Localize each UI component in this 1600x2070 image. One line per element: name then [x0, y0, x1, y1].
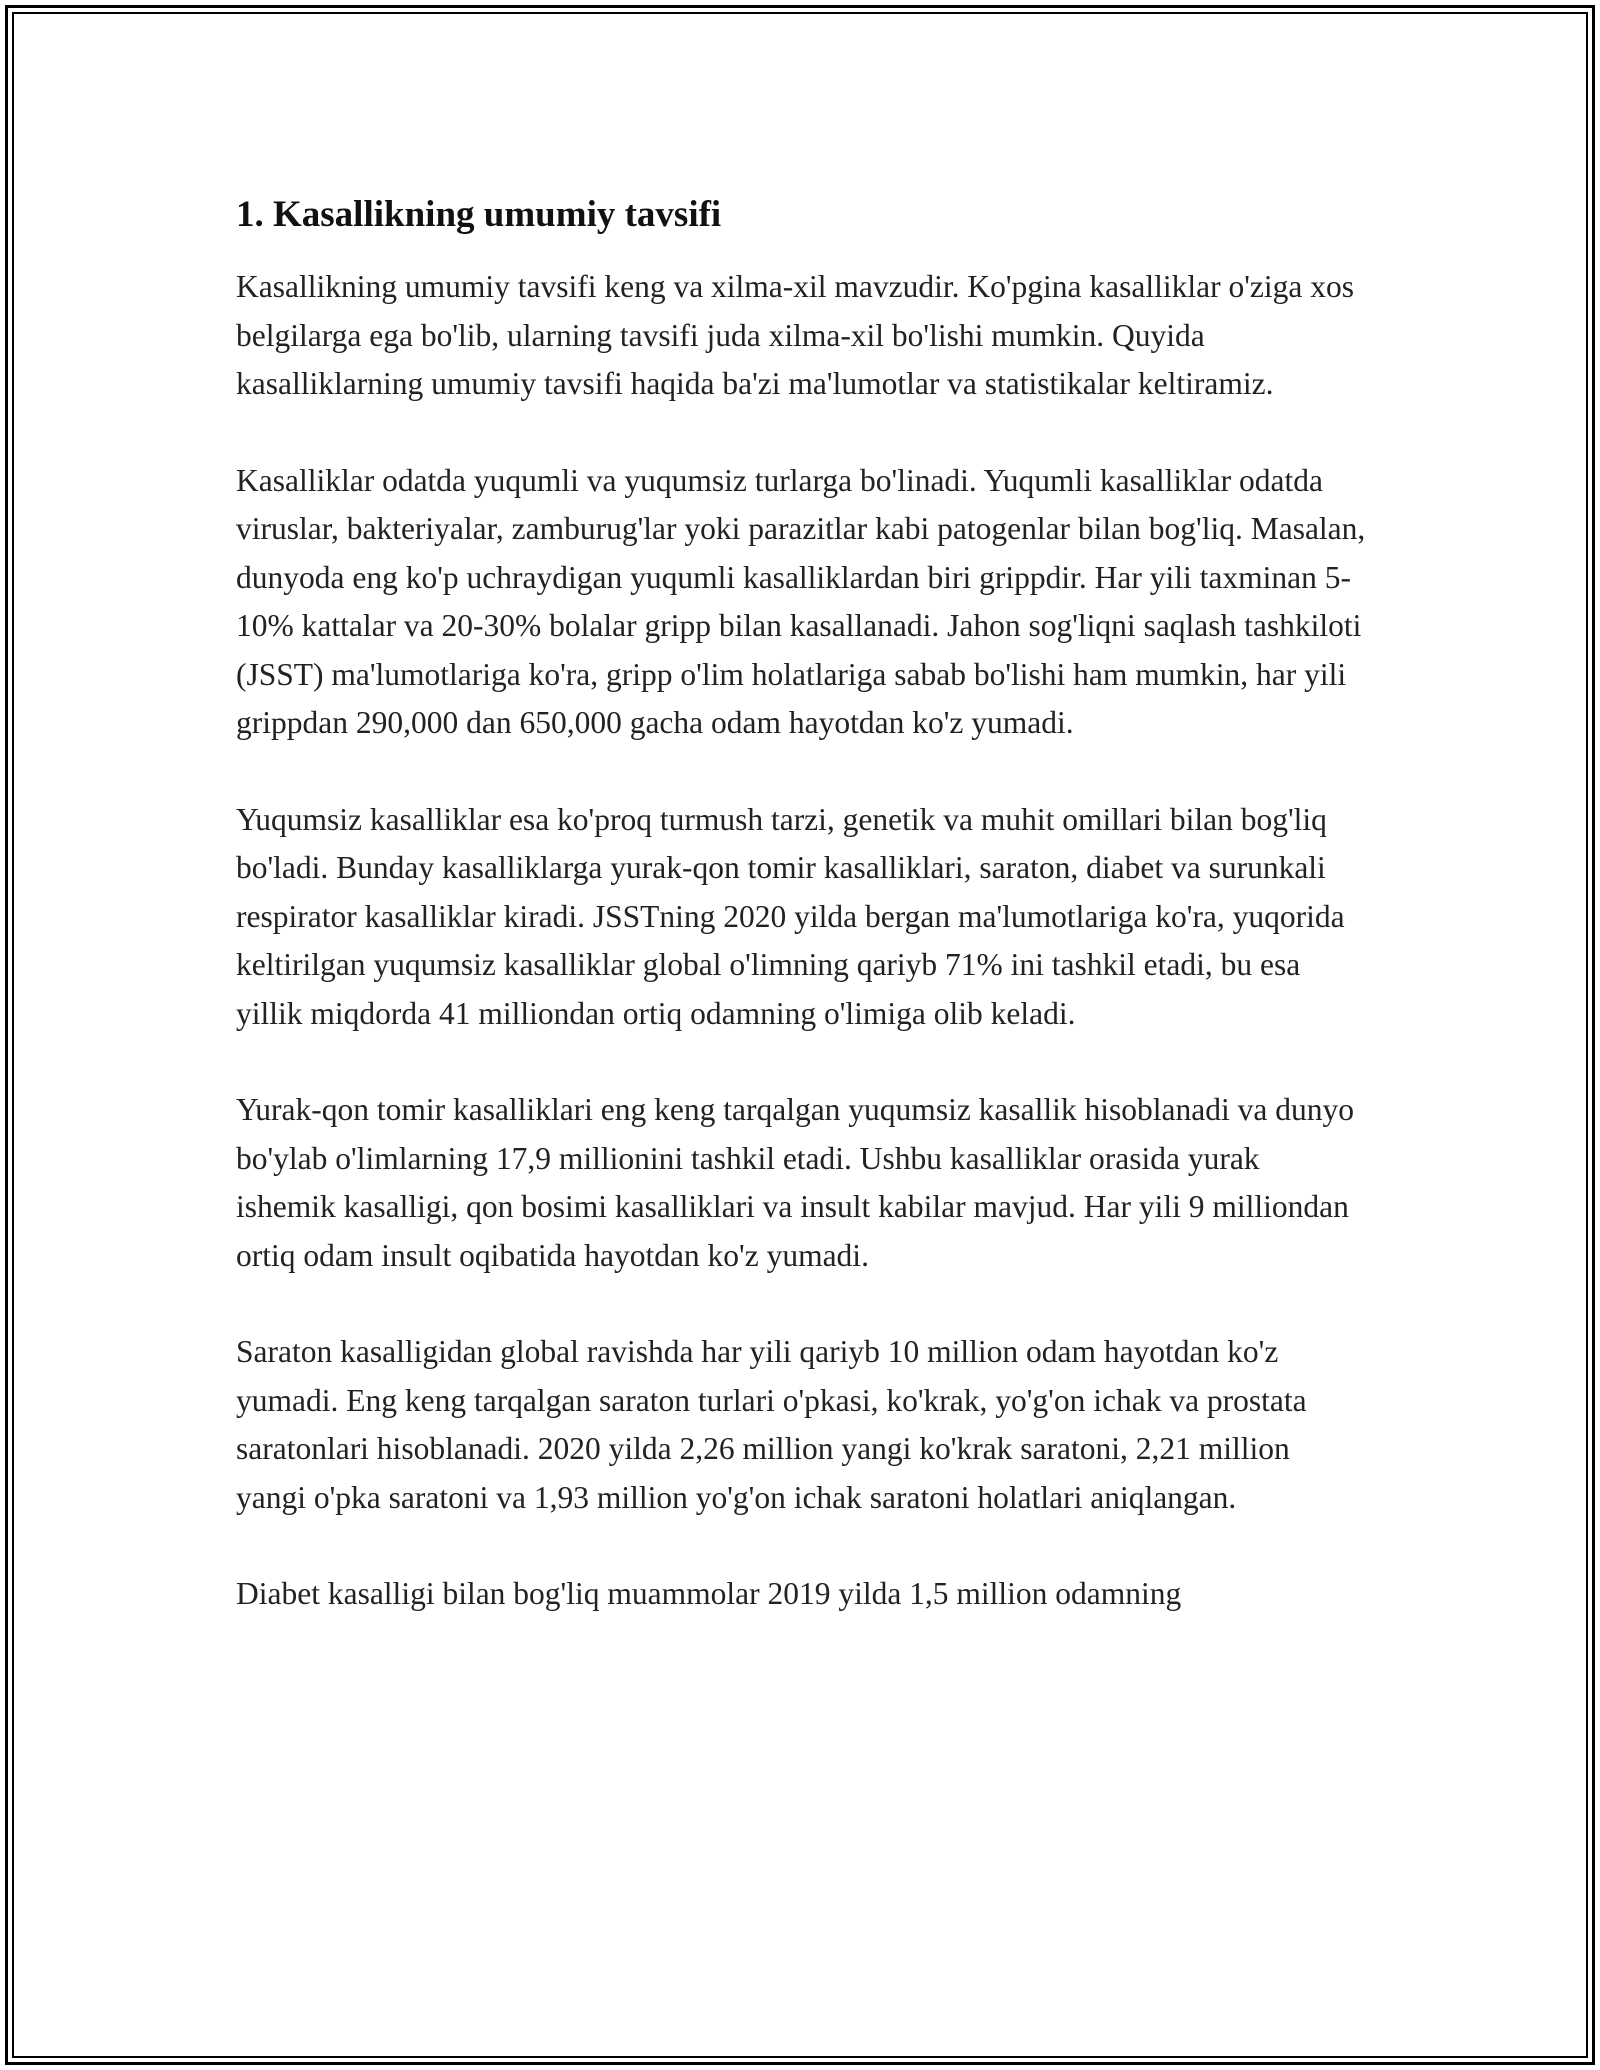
section-heading: 1. Kasallikning umumiy tavsifi — [236, 194, 722, 235]
paragraph-cancer: Saraton kasalligidan global ravishda har yili qariyb 10 million odam hayotdan ko'z yumadi. Eng keng tarqalgan saraton turlari o'pkasi, ko'krak, yo'g'on ichak va prostata saratonlari hisoblanadi. 2020 yilda 2,26 million yangi ko'krak saratoni, 2,21 million yangi o'pka saratoni va 1,93 million yo'g'on ichak saratoni holatlari aniqlangan. — [236, 1334, 1307, 1515]
paragraph-intro: Kasallikning umumiy tavsifi keng va xilma-xil mavzudir. Ko'pgina kasalliklar o'ziga xos belgilarga ega bo'lib, ularning tavsifi juda xilma-xil bo'lishi mumkin. Quyida kasalliklarning umumiy tavsifi haqida ba'zi ma'lumotlar va statistikalar keltiramiz. — [236, 269, 1355, 401]
paragraph-infectious: Kasalliklar odatda yuqumli va yuqumsiz turlarga bo'linadi. Yuqumli kasalliklar odatda viruslar, bakteriyalar, zamburug'lar yoki parazitlar kabi patogenlar bilan bog'liq. Masalan, dunyoda eng ko'p uchraydigan yuqumli kasalliklardan biri grippdir. Har yili taxminan 5-10% kattalar va 20-30% bolalar gripp bilan kasallanadi. Jahon sog'liqni saqlash tashkiloti (JSST) ma'lumotlariga ko'ra, gripp o'lim holatlariga sabab bo'lishi ham mumkin, har yili grippdan 290,000 dan 650,000 gacha odam hayotdan ko'z yumadi. — [236, 462, 1366, 740]
paragraph-cardiovascular: Yurak-qon tomir kasalliklari eng keng tarqalgan yuqumsiz kasallik hisoblanadi va dunyo bo'ylab o'limlarning 17,9 millionini tashkil etadi. Ushbu kasalliklar orasida yurak ishemik kasalligi, qon bosimi kasalliklari va insult kabilar mavjud. Har yili 9 milliondan ortiq odam insult oqibatida hayotdan ko'z yumadi. — [236, 1092, 1354, 1273]
paragraph-diabetes: Diabet kasalligi bilan bog'liq muammolar 2019 yilda 1,5 million odamning — [236, 1576, 1182, 1611]
paragraph-noncommunicable: Yuqumsiz kasalliklar esa ko'proq turmush tarzi, genetik va muhit omillari bilan bog'liq bo'ladi. Bunday kasalliklarga yurak-qon tomir kasalliklari, saraton, diabet va surunkali respirator kasalliklar kiradi. JSSTning 2020 yilda bergan ma'lumotlariga ko'ra, yuqorida keltirilgan yuqumsiz kasalliklar global o'limning qariyb 71% ini tashkil etadi, bu esa yillik miqdorda 41 milliondan ortiq odamning o'limiga olib keladi. — [236, 801, 1345, 1031]
document-body — [236, 189, 1366, 1667]
